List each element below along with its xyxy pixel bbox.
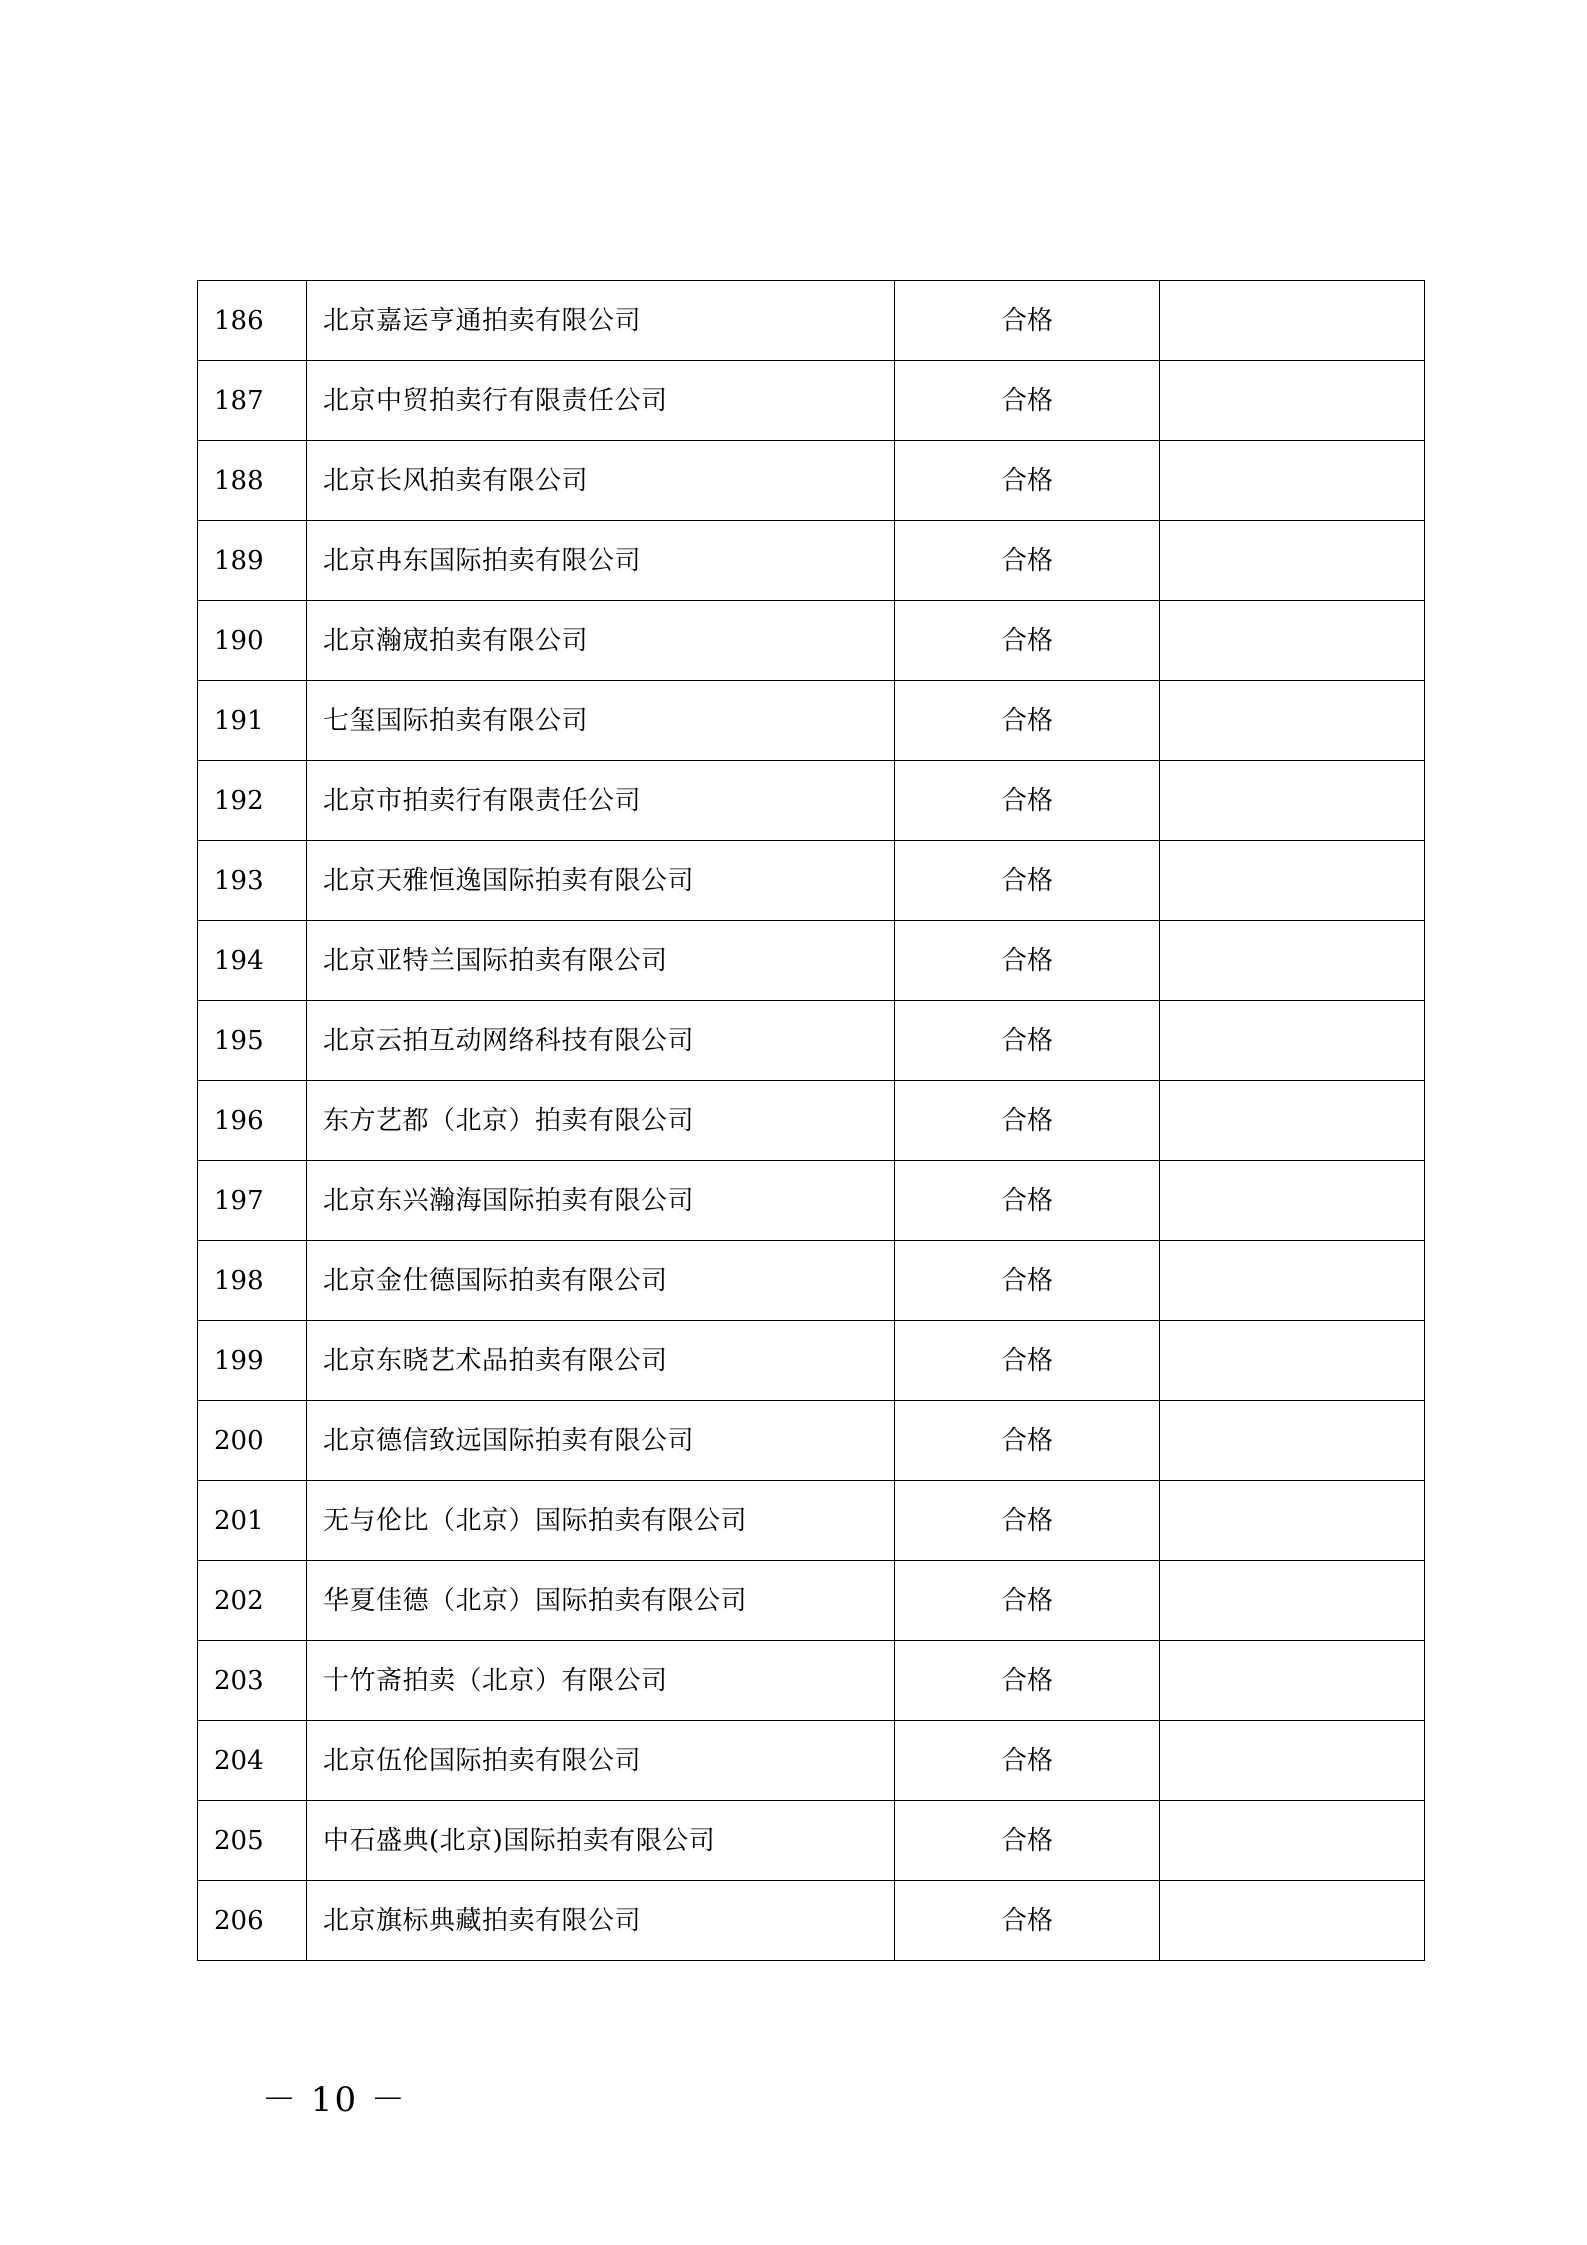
remarks-cell bbox=[1160, 761, 1425, 841]
result-cell: 合格 bbox=[895, 1641, 1160, 1721]
row-number-cell: 187 bbox=[198, 361, 307, 441]
company-name-cell: 北京冉东国际拍卖有限公司 bbox=[307, 521, 895, 601]
table-row bbox=[198, 1801, 1425, 1881]
table-row bbox=[198, 361, 1425, 441]
inspection-results-table bbox=[197, 280, 1425, 1961]
table-row bbox=[198, 921, 1425, 1001]
table-row bbox=[198, 601, 1425, 681]
result-cell: 合格 bbox=[895, 1481, 1160, 1561]
remarks-cell bbox=[1160, 361, 1425, 441]
row-number-cell: 201 bbox=[198, 1481, 307, 1561]
row-number-cell: 195 bbox=[198, 1001, 307, 1081]
table-row bbox=[198, 1241, 1425, 1321]
row-number-cell: 198 bbox=[198, 1241, 307, 1321]
remarks-cell bbox=[1160, 841, 1425, 921]
row-number-cell: 200 bbox=[198, 1401, 307, 1481]
remarks-cell bbox=[1160, 1161, 1425, 1241]
company-name-cell: 东方艺都（北京）拍卖有限公司 bbox=[307, 1081, 895, 1161]
company-name-cell: 北京德信致远国际拍卖有限公司 bbox=[307, 1401, 895, 1481]
remarks-cell bbox=[1160, 1401, 1425, 1481]
remarks-cell bbox=[1160, 1001, 1425, 1081]
table-row bbox=[198, 1321, 1425, 1401]
company-name-cell: 北京东晓艺术品拍卖有限公司 bbox=[307, 1321, 895, 1401]
company-name-cell: 北京伍伦国际拍卖有限公司 bbox=[307, 1721, 895, 1801]
row-number-cell: 193 bbox=[198, 841, 307, 921]
table-row bbox=[198, 1401, 1425, 1481]
table-row bbox=[198, 1641, 1425, 1721]
result-cell: 合格 bbox=[895, 1401, 1160, 1481]
table-row bbox=[198, 521, 1425, 601]
remarks-cell bbox=[1160, 441, 1425, 521]
remarks-cell bbox=[1160, 601, 1425, 681]
page-number: － 10 － bbox=[262, 2080, 407, 2120]
row-number-cell: 206 bbox=[198, 1881, 307, 1961]
result-cell: 合格 bbox=[895, 361, 1160, 441]
table-row bbox=[198, 841, 1425, 921]
remarks-cell bbox=[1160, 521, 1425, 601]
result-cell: 合格 bbox=[895, 601, 1160, 681]
remarks-cell bbox=[1160, 1081, 1425, 1161]
result-cell: 合格 bbox=[895, 1801, 1160, 1881]
remarks-cell bbox=[1160, 1561, 1425, 1641]
result-cell: 合格 bbox=[895, 1321, 1160, 1401]
result-cell: 合格 bbox=[895, 1561, 1160, 1641]
row-number-cell: 196 bbox=[198, 1081, 307, 1161]
table-row bbox=[198, 441, 1425, 521]
company-name-cell: 中石盛典(北京)国际拍卖有限公司 bbox=[307, 1801, 895, 1881]
row-number-cell: 197 bbox=[198, 1161, 307, 1241]
company-name-cell: 北京亚特兰国际拍卖有限公司 bbox=[307, 921, 895, 1001]
remarks-cell bbox=[1160, 1721, 1425, 1801]
remarks-cell bbox=[1160, 1641, 1425, 1721]
table-row bbox=[198, 761, 1425, 841]
row-number-cell: 188 bbox=[198, 441, 307, 521]
result-cell: 合格 bbox=[895, 1881, 1160, 1961]
table-row bbox=[198, 681, 1425, 761]
row-number-cell: 202 bbox=[198, 1561, 307, 1641]
company-name-cell: 北京金仕德国际拍卖有限公司 bbox=[307, 1241, 895, 1321]
company-name-cell: 七玺国际拍卖有限公司 bbox=[307, 681, 895, 761]
result-cell: 合格 bbox=[895, 921, 1160, 1001]
remarks-cell bbox=[1160, 1241, 1425, 1321]
company-name-cell: 北京东兴瀚海国际拍卖有限公司 bbox=[307, 1161, 895, 1241]
result-cell: 合格 bbox=[895, 1001, 1160, 1081]
result-cell: 合格 bbox=[895, 841, 1160, 921]
company-name-cell: 北京天雅恒逸国际拍卖有限公司 bbox=[307, 841, 895, 921]
result-cell: 合格 bbox=[895, 681, 1160, 761]
table-row bbox=[198, 1481, 1425, 1561]
result-cell: 合格 bbox=[895, 1161, 1160, 1241]
remarks-cell bbox=[1160, 921, 1425, 1001]
company-name-cell: 华夏佳德（北京）国际拍卖有限公司 bbox=[307, 1561, 895, 1641]
row-number-cell: 205 bbox=[198, 1801, 307, 1881]
table-row bbox=[198, 1001, 1425, 1081]
table-body bbox=[198, 281, 1425, 1961]
remarks-cell bbox=[1160, 281, 1425, 361]
result-cell: 合格 bbox=[895, 1721, 1160, 1801]
company-name-cell: 北京旗标典藏拍卖有限公司 bbox=[307, 1881, 895, 1961]
row-number-cell: 191 bbox=[198, 681, 307, 761]
table-row bbox=[198, 1081, 1425, 1161]
company-name-cell: 北京中贸拍卖行有限责任公司 bbox=[307, 361, 895, 441]
company-name-cell: 北京瀚宬拍卖有限公司 bbox=[307, 601, 895, 681]
remarks-cell bbox=[1160, 1481, 1425, 1561]
company-name-cell: 无与伦比（北京）国际拍卖有限公司 bbox=[307, 1481, 895, 1561]
company-name-cell: 北京市拍卖行有限责任公司 bbox=[307, 761, 895, 841]
remarks-cell bbox=[1160, 1801, 1425, 1881]
remarks-cell bbox=[1160, 1321, 1425, 1401]
result-cell: 合格 bbox=[895, 761, 1160, 841]
table-row bbox=[198, 1561, 1425, 1641]
result-cell: 合格 bbox=[895, 441, 1160, 521]
result-cell: 合格 bbox=[895, 521, 1160, 601]
company-name-cell: 北京云拍互动网络科技有限公司 bbox=[307, 1001, 895, 1081]
row-number-cell: 186 bbox=[198, 281, 307, 361]
row-number-cell: 192 bbox=[198, 761, 307, 841]
row-number-cell: 194 bbox=[198, 921, 307, 1001]
company-name-cell: 十竹斋拍卖（北京）有限公司 bbox=[307, 1641, 895, 1721]
row-number-cell: 199 bbox=[198, 1321, 307, 1401]
company-name-cell: 北京长风拍卖有限公司 bbox=[307, 441, 895, 521]
table-row bbox=[198, 1881, 1425, 1961]
row-number-cell: 190 bbox=[198, 601, 307, 681]
result-cell: 合格 bbox=[895, 281, 1160, 361]
result-cell: 合格 bbox=[895, 1241, 1160, 1321]
row-number-cell: 189 bbox=[198, 521, 307, 601]
remarks-cell bbox=[1160, 1881, 1425, 1961]
remarks-cell bbox=[1160, 681, 1425, 761]
row-number-cell: 204 bbox=[198, 1721, 307, 1801]
company-name-cell: 北京嘉运亨通拍卖有限公司 bbox=[307, 281, 895, 361]
row-number-cell: 203 bbox=[198, 1641, 307, 1721]
table-row bbox=[198, 1721, 1425, 1801]
table-row bbox=[198, 281, 1425, 361]
result-cell: 合格 bbox=[895, 1081, 1160, 1161]
table-row bbox=[198, 1161, 1425, 1241]
